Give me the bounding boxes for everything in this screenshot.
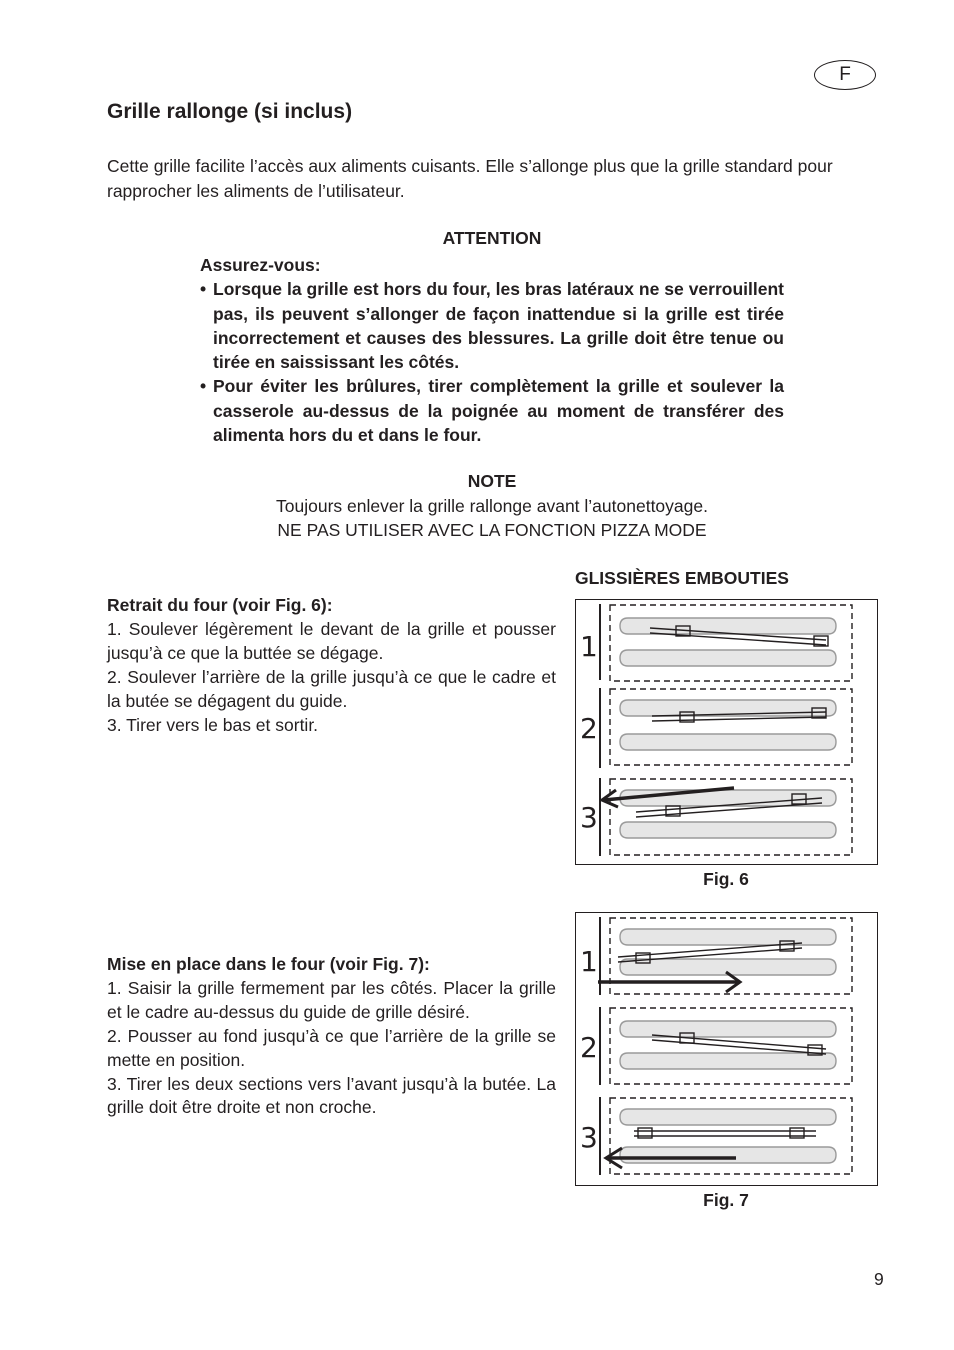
removal-title: Retrait du four (voir Fig. 6): [107,595,333,615]
note-heading: NOTE [467,471,517,491]
note-line-1: Toujours enlever la grille rallonge avant l’autonettoyage. [276,496,708,516]
installation-step: 1. Saisir la grille fermement par les côtés. Placer la grille et le cadre au-dessus du guide de grille désiré. [107,977,556,1022]
figure-7 [575,912,878,1186]
fig7-step-number: 1 [580,945,598,978]
section-title: Grille rallonge (si inclus) [107,100,353,123]
figure-7-caption: Fig. 7 [703,1190,749,1210]
attention-box [200,253,784,447]
installation-step: 2. Pousser au fond jusqu’à ce que l’arrière de la grille se mette en position. [107,1025,556,1070]
fig7-step-number: 3 [580,1121,598,1154]
figure-6 [575,599,878,865]
installation-step: 3. Tirer les deux sections vers l’avant jusqu’à la butée. La grille doit être droite et non croche. [107,1073,556,1118]
attention-heading: ATTENTION [442,228,542,248]
removal-step: 3. Tirer vers le bas et sortir. [107,714,319,735]
attention-list [200,277,784,447]
figure-6-caption: Fig. 6 [703,869,749,889]
figure-6-illustration [576,600,876,863]
removal-step: 2. Soulever l’arrière de la grille jusqu’à ce que le cadre et la butée se dégagent du guide. [107,666,556,711]
language-badge: F [814,60,876,90]
installation-section [107,953,556,1120]
attention-lead: Assurez-vous: [200,255,321,275]
installation-title: Mise en place dans le four (voir Fig. 7): [107,954,430,974]
figures-heading: GLISSIÈRES EMBOUTIES [575,568,789,588]
attention-bullet: • Pour éviter les brûlures, tirer complètement la grille et soulever la casserole au-dessus de la poignée au moment de transférer des alimenta hors du et dans le four. [200,374,784,447]
removal-section [107,594,556,737]
note-line-2: NE PAS UTILISER AVEC LA FONCTION PIZZA MODE [277,520,707,540]
intro-paragraph: Cette grille facilite l’accès aux aliments cuisants. Elle s’allonge plus que la grille standard pour rapprocher les aliments de l’utilisateur. [107,156,833,201]
fig7-step-number: 2 [580,1031,598,1064]
figure-7-illustration [576,913,876,1184]
removal-step: 1. Soulever légèrement le devant de la grille et pousser jusqu’à ce que la buttée se dégage. [107,618,556,663]
page-number: 9 [874,1269,884,1289]
fig6-step-number: 3 [580,801,598,834]
attention-bullet: • Lorsque la grille est hors du four, les bras latéraux ne se verrouillent pas, ils peuvent s’allonger de façon inattendue si la grille est tirée incorrectement et causes des blessures. La grille doit être tenue ou tirée en saississant les côtés. [200,277,784,374]
fig6-step-number: 1 [580,630,598,663]
fig6-step-number: 2 [580,712,598,745]
